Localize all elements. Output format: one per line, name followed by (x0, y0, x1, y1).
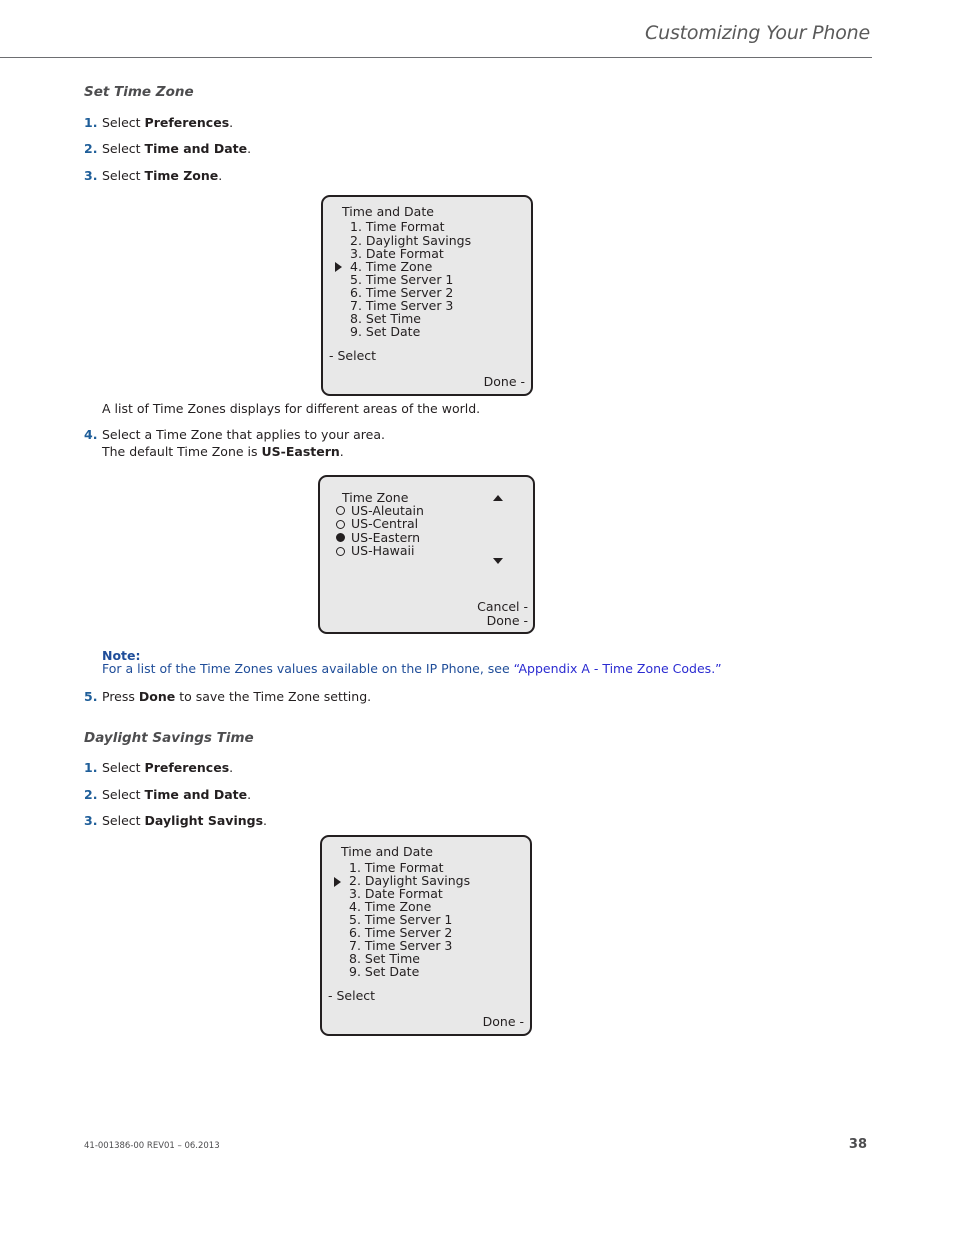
step-number: 4. (84, 427, 98, 442)
screen-title: Time Zone (342, 490, 409, 505)
scroll-down-icon[interactable] (493, 558, 503, 564)
softkey-select[interactable]: - Select (329, 348, 377, 363)
step-keyword: Preferences (144, 760, 230, 775)
note-label: Note: (102, 648, 141, 663)
step-punct: . (229, 760, 234, 775)
note-body: For a list of the Time Zones values available on the IP Phone, see (102, 661, 514, 676)
step-4-select-time-zone (84, 426, 385, 443)
step-1-select-preferences (84, 759, 233, 776)
step-5-press-done (84, 688, 371, 705)
screen-title: Time and Date (341, 844, 433, 859)
softkey-select[interactable]: - Select (328, 988, 376, 1003)
step-number: 5. (84, 689, 98, 704)
screen-title: Time and Date (342, 204, 434, 219)
menu-item-daylight-savings[interactable]: 2. Daylight Savings (349, 873, 471, 888)
step-keyword: Time Zone (144, 168, 219, 183)
radio-selected-icon[interactable] (336, 533, 345, 542)
step-text: Select (102, 141, 145, 156)
step-2-select-time-and-date (84, 140, 251, 157)
menu-item-time-server-1[interactable]: 5. Time Server 1 (349, 912, 453, 927)
option-us-hawaii[interactable]: US-Hawaii (351, 543, 415, 558)
section-title-daylight-savings-time: Daylight Savings Time (84, 730, 254, 746)
step-text: Select (102, 813, 145, 828)
menu-item-date-format[interactable]: 3. Date Format (350, 246, 444, 261)
section-title-set-time-zone: Set Time Zone (84, 84, 194, 100)
selection-pointer-icon (334, 877, 341, 887)
step-number: 1. (84, 115, 98, 130)
step-text: Select (102, 115, 145, 130)
softkey-done[interactable]: Done - (483, 374, 525, 389)
menu-item-time-format[interactable]: 1. Time Format (349, 860, 444, 875)
menu-item-time-zone[interactable]: 4. Time Zone (349, 899, 432, 914)
menu-item-time-zone[interactable]: 4. Time Zone (350, 259, 433, 274)
step-1-select-preferences (84, 114, 233, 131)
menu-item-set-time[interactable]: 8. Set Time (350, 311, 421, 326)
step-keyword: Time and Date (144, 141, 248, 156)
step-number: 3. (84, 813, 98, 828)
selection-pointer-icon (335, 262, 342, 272)
menu-item-date-format[interactable]: 3. Date Format (349, 886, 443, 901)
menu-item-time-format[interactable]: 1. Time Format (350, 219, 445, 234)
softkey-done[interactable]: Done - (486, 613, 528, 628)
header-divider (0, 57, 872, 58)
step-text: Select (102, 760, 145, 775)
menu-item-time-server-3[interactable]: 7. Time Server 3 (350, 298, 454, 313)
softkey-done[interactable]: Done - (482, 1014, 524, 1029)
step-punct: . (247, 141, 252, 156)
paragraph-time-zone-list: A list of Time Zones displays for different areas of the world. (102, 401, 481, 416)
step-3-select-time-zone (84, 167, 222, 184)
menu-item-set-time[interactable]: 8. Set Time (349, 951, 420, 966)
phone-screen-time-and-date-1 (321, 195, 533, 396)
scroll-up-icon[interactable] (493, 495, 503, 501)
step-punct: . (229, 115, 234, 130)
step-keyword: Time and Date (144, 787, 248, 802)
step-punct: . (263, 813, 268, 828)
phone-screen-time-zone (318, 475, 535, 634)
radio-unselected-icon[interactable] (336, 547, 345, 556)
radio-unselected-icon[interactable] (336, 506, 345, 515)
step-number: 2. (84, 787, 98, 802)
menu-item-time-server-1[interactable]: 5. Time Server 1 (350, 272, 454, 287)
step-number: 2. (84, 141, 98, 156)
default-value: US-Eastern (261, 444, 340, 459)
option-us-central[interactable]: US-Central (351, 516, 419, 531)
default-time-zone-text (102, 443, 344, 460)
step-text: Select a Time Zone that applies to your area. (102, 427, 385, 442)
step-text: Select (102, 787, 145, 802)
step-text-end: to save the Time Zone setting. (175, 689, 372, 704)
menu-item-time-server-2[interactable]: 6. Time Server 2 (349, 925, 453, 940)
menu-item-time-server-3[interactable]: 7. Time Server 3 (349, 938, 453, 953)
option-us-aleutain[interactable]: US-Aleutain (351, 503, 424, 518)
option-us-eastern[interactable]: US-Eastern (351, 530, 421, 545)
menu-item-daylight-savings[interactable]: 2. Daylight Savings (350, 233, 472, 248)
step-punct: . (218, 168, 223, 183)
step-keyword: Daylight Savings (144, 813, 264, 828)
appendix-a-link[interactable]: “Appendix A - Time Zone Codes.” (513, 661, 722, 676)
step-keyword: Done (138, 689, 176, 704)
step-text: Select (102, 168, 145, 183)
step-punct: . (247, 787, 252, 802)
menu-item-time-server-2[interactable]: 6. Time Server 2 (350, 285, 454, 300)
page-number: 38 (848, 1137, 867, 1152)
menu-item-set-date[interactable]: 9. Set Date (350, 324, 421, 339)
step-number: 1. (84, 760, 98, 775)
phone-screen-time-and-date-2 (320, 835, 532, 1036)
page-header-title: Customizing Your Phone (645, 22, 870, 44)
step-text: Press (102, 689, 139, 704)
step-keyword: Preferences (144, 115, 230, 130)
menu-item-set-date[interactable]: 9. Set Date (349, 964, 420, 979)
note-text (102, 661, 722, 676)
radio-unselected-icon[interactable] (336, 520, 345, 529)
softkey-cancel[interactable]: Cancel - (477, 599, 528, 614)
default-text: The default Time Zone is (102, 444, 262, 459)
step-2-select-time-and-date (84, 786, 251, 803)
document-id: 41-001386-00 REV01 – 06.2013 (84, 1141, 220, 1151)
step-number: 3. (84, 168, 98, 183)
default-punct: . (339, 444, 344, 459)
step-3-select-daylight-savings (84, 812, 267, 829)
